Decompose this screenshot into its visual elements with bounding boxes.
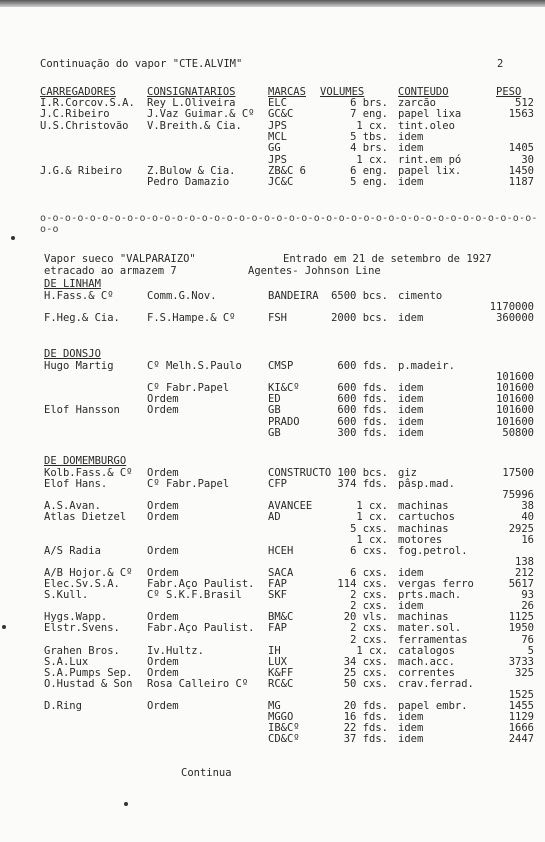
table-cell: idem [398,130,424,143]
vessel-name: Vapor sueco "VALPARAIZO" [44,253,196,265]
table-cell: 1 cx. [356,511,388,524]
scan-mark [2,625,6,629]
table-cell: 600 fds. [337,415,388,428]
table-cell: Ordem [147,467,179,479]
table-cell: 1666 [508,722,534,735]
table-cell: 1455 [508,700,534,713]
table-cell: idem [398,415,424,428]
table-cell: PRADO [268,415,300,428]
table-cell: cartuchos [398,511,455,524]
table-cell: papel embr. [398,700,468,713]
table-cell: 17500 [502,467,534,479]
table-cell: 76 [521,633,534,646]
table-cell: Iv.Hultz. [147,644,204,657]
table-cell: 101600 [496,404,534,417]
scan-mark [11,236,15,240]
table-cell: mater.sol. [398,622,462,635]
table-cell: IH [268,644,281,657]
table-cell: 1 cx. [356,533,388,546]
table-cell: Ordem [147,566,179,579]
table-cell: AVANCEE [268,500,313,513]
table-cell: 6 brs. [350,97,388,109]
table-cell: 100 bcs. [337,467,388,479]
table-cell: H.Fass.& Cº [44,290,114,302]
table-cell: JPS [268,119,287,132]
page-number: 2 [497,58,504,70]
table-cell: idem [398,404,424,417]
table-cell: 1563 [508,108,534,121]
table-cell: idem [398,393,424,406]
table-cell: 101600 [496,415,534,428]
table-cell: papel lix. [398,164,462,177]
table-cell: Ordem [147,404,179,417]
table-cell: D.Ring [44,700,82,713]
table-cell: 1187 [508,176,534,189]
section-heading: DE LINHAM [44,278,101,290]
table-cell: MCL [268,130,287,143]
table-cell: 20 fds. [343,700,388,713]
column-header: PESO [496,86,522,98]
table-cell: giz [398,467,417,479]
table-cell: GC&C [268,108,294,121]
column-header: VOLUMES [320,86,365,98]
table-cell: Hygs.Wapp. [44,611,108,624]
table-cell: BM&C [268,611,294,624]
table-cell: Ordem [147,700,179,713]
table-cell: machinas [398,611,449,624]
table-cell: J.Vaz Guimar.& Cº [147,108,255,121]
table-cell: vergas ferro [398,578,474,590]
table-cell: IB&Cº [268,722,300,735]
footer-continua: Continua [181,767,232,779]
table-cell: CD&Cº [268,733,300,746]
table-cell: idem [398,711,424,724]
table-cell: F.Heg.& Cia. [44,312,120,325]
column-header: CONTEUDO [398,86,449,98]
table-cell: 1 cx. [356,644,388,657]
table-cell: 26 [521,600,534,613]
table-cell: U.S.Christovão [40,119,129,132]
table-cell: KI&Cº [268,382,300,395]
page-title: Continuação do vapor "CTE.ALVIM" [40,58,243,70]
table-cell: rint.em pó [398,153,462,166]
table-cell: BANDEIRA [268,290,319,302]
table-cell: Ordem [147,611,179,624]
table-cell: 20 vls. [343,611,388,624]
table-cell: 360000 [496,312,534,325]
table-cell: Fabr.Aço Paulist. [147,578,255,590]
table-cell: Atlas Dietzel [44,511,127,524]
table-cell: Ordem [147,500,179,513]
table-cell: 16 fds. [343,711,388,724]
table-cell: 325 [515,666,534,679]
table-cell: 5617 [508,578,534,590]
table-cell: 600 fds. [337,382,388,395]
table-cell: 1170000 [489,301,534,314]
table-cell: 300 fds. [337,426,388,439]
table-cell: 6 eng. [350,164,388,177]
table-cell: A.S.Avan. [44,500,101,513]
scan-top-edge [0,0,545,7]
table-cell: Ordem [147,511,179,524]
table-cell: GB [268,404,281,417]
table-cell: Ordem [147,393,179,406]
table-cell: K&FF [268,666,294,679]
table-cell: 2 cxs. [350,600,388,613]
column-header: CARREGADORES [40,86,116,98]
table-cell: 2 cxs. [350,622,388,635]
table-cell: AD [268,511,281,524]
table-cell: 93 [521,589,534,602]
column-header: CONSIGNATARIOS [147,86,236,98]
table-cell: correntes [398,666,455,679]
table-cell: I.R.Corcov.S.A. [40,97,135,109]
table-cell: 38 [521,500,534,513]
table-cell: 37 fds. [343,733,388,746]
scan-mark [124,802,128,806]
table-cell: SKF [268,589,287,602]
table-cell: 1 cx. [356,153,388,166]
table-cell: 40 [521,511,534,524]
table-cell: Cº Fabr.Papel [147,382,230,395]
table-cell: zarcão [398,97,436,109]
table-cell: 22 fds. [343,722,388,735]
table-cell: Ordem [147,544,179,557]
table-cell: 138 [515,555,534,568]
table-cell: crav.ferrad. [398,677,474,690]
table-cell: 25 cxs. [343,666,388,679]
vessel-agents: Agentes- Johnson Line [248,265,381,277]
table-cell: motores [398,533,443,546]
table-cell: GG [268,142,281,155]
table-cell: 4 brs. [350,142,388,155]
table-cell: Rosa Calleiro Cº [147,677,249,690]
table-cell: Hugo Martig [44,360,114,372]
table-cell: 1129 [508,711,534,724]
table-cell: idem [398,382,424,395]
table-cell: idem [398,566,424,579]
table-cell: FAP [268,578,287,590]
table-cell: Cº Fabr.Papel [147,478,230,491]
table-cell: idem [398,312,424,325]
table-cell: 75996 [502,489,534,502]
table-cell: 6 cxs. [350,566,388,579]
table-cell: p.madeir. [398,360,455,372]
section-heading: DE DONSJO [44,348,101,360]
table-cell: S.Kull. [44,589,89,602]
table-cell: 114 cxs. [337,578,388,590]
table-cell: CFP [268,478,287,491]
table-cell: 6500 bcs. [331,290,388,302]
table-cell: CONSTRUCTO [268,467,332,479]
table-cell: idem [398,733,424,746]
table-cell: 101600 [496,393,534,406]
table-cell: Cº S.K.F.Brasil [147,589,242,602]
table-cell: Elec.Sv.S.A. [44,578,120,590]
separator-line: o-o-o-o-o-o-o-o-o-o-o-o-o-o-o-o-o-o-o-o-o-o-o-o-o-o-o-o-o-o-o-o-o-o-o-o-o-o-o-o-o-o [40,213,538,235]
table-cell: HCEH [268,544,294,557]
table-cell: Elstr.Svens. [44,622,120,635]
table-cell: 512 [515,97,534,109]
table-cell: 34 cxs. [343,655,388,668]
table-cell: LUX [268,655,287,668]
table-cell: catalogos [398,644,455,657]
table-cell: 101600 [496,371,534,384]
table-cell: RC&C [268,677,294,690]
table-cell: Comm.G.Nov. [147,290,217,302]
table-cell: tint.oleo [398,119,455,132]
table-cell: 3733 [508,655,534,668]
table-cell: 2000 bcs. [331,312,388,325]
table-cell: S.A.Lux [44,655,89,668]
table-cell: 5 cxs. [350,522,388,535]
table-cell: GB [268,426,281,439]
table-cell: SACA [268,566,294,579]
table-cell: Elof Hansson [44,404,120,417]
table-cell: 16 [521,533,534,546]
table-cell: O.Hustad & Son [44,677,133,690]
table-cell: papel lixa [398,108,462,121]
table-cell: 50 cxs. [343,677,388,690]
table-cell: machinas [398,500,449,513]
table-cell: Fabr.Aço Paulist. [147,622,255,635]
table-cell: 2 cxs. [350,589,388,602]
table-cell: 101600 [496,382,534,395]
table-cell: F.S.Hampe.& Cº [147,312,236,325]
table-cell: FSH [268,312,287,325]
vessel-warehouse: etracado ao armazem 7 [44,265,177,277]
table-cell: 50800 [502,426,534,439]
table-cell: A/S Radia [44,544,101,557]
table-cell: JPS [268,153,287,166]
table-cell: Z.Bulow & Cia. [147,164,236,177]
table-cell: ZB&C 6 [268,164,306,177]
table-cell: idem [398,426,424,439]
table-cell: 2447 [508,733,534,746]
table-cell: 2925 [508,522,534,535]
table-cell: 1 cx. [356,500,388,513]
table-cell: 1125 [508,611,534,624]
table-cell: pâsp.mad. [398,478,455,491]
table-cell: idem [398,600,424,613]
table-cell: 5 tbs. [350,130,388,143]
table-cell: A/B Hojor.& Cº [44,566,133,579]
vessel-arrival: Entrado em 21 de setembro de 1927 [283,253,492,265]
table-cell: 374 fds. [337,478,388,491]
table-cell: J.C.Ribeiro [40,108,110,121]
table-cell: 5 [527,644,534,657]
table-cell: ELC [268,97,287,109]
table-cell: machinas [398,522,449,535]
table-cell: cimento [398,290,443,302]
table-cell: idem [398,142,424,155]
table-cell: 5 eng. [350,176,388,189]
table-cell: S.A.Pumps Sep. [44,666,133,679]
table-cell: Ordem [147,655,179,668]
table-cell: Ordem [147,666,179,679]
column-header: MARCAS [268,86,306,98]
table-cell: prts.mach. [398,589,462,602]
table-cell: CMSP [268,360,294,372]
table-cell: 2 cxs. [350,633,388,646]
table-cell: Pedro Damazio [147,176,230,189]
table-cell: 1450 [508,164,534,177]
table-cell: MGGO [268,711,294,724]
table-cell: 600 fds. [337,404,388,417]
table-cell: idem [398,722,424,735]
table-cell: ED [268,393,281,406]
table-cell: V.Breith.& Cia. [147,119,242,132]
table-cell: FAP [268,622,287,635]
table-cell: fog.petrol. [398,544,468,557]
table-cell: MG [268,700,281,713]
table-cell: JC&C [268,176,294,189]
table-cell: 600 fds. [337,360,388,372]
table-cell: 7 eng. [350,108,388,121]
table-cell: Grahen Bros. [44,644,120,657]
table-cell: idem [398,176,424,189]
section-heading: DE DOMEMBURGO [44,455,127,467]
table-cell: 600 fds. [337,393,388,406]
table-cell: 6 cxs. [350,544,388,557]
table-cell: mach.acc. [398,655,455,668]
table-cell: 1 cx. [356,119,388,132]
table-cell: Elof Hans. [44,478,108,491]
table-cell: 1405 [508,142,534,155]
table-cell: 30 [521,153,534,166]
table-cell: Rey L.Oliveira [147,97,236,109]
table-cell: Kolb.Fass.& Cº [44,467,133,479]
table-cell: 212 [515,566,534,579]
table-cell: J.G.& Ribeiro [40,164,123,177]
table-cell: 1525 [508,689,534,701]
table-cell: Cº Melh.S.Paulo [147,360,242,372]
table-cell: 1950 [508,622,534,635]
table-cell: ferramentas [398,633,468,646]
